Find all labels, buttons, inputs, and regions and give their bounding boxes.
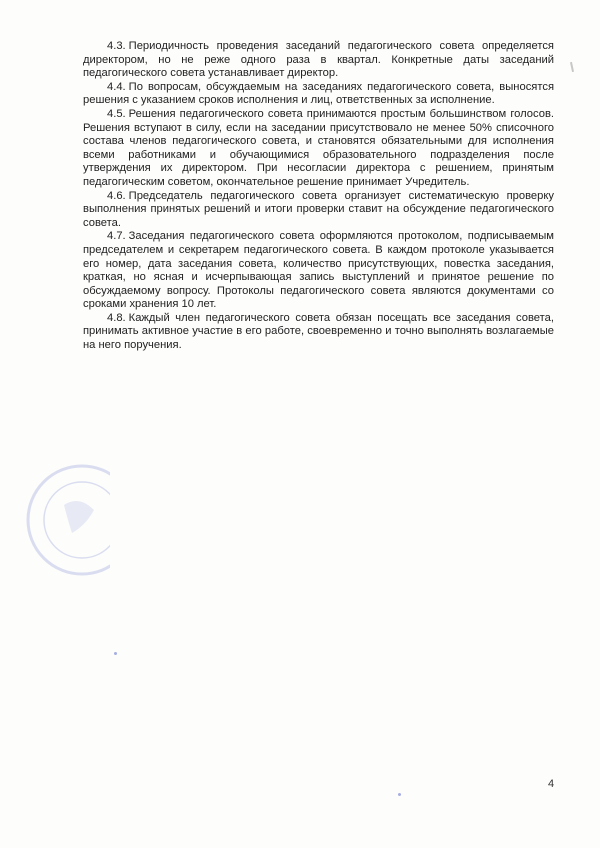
paragraph-number: 4.7.: [107, 230, 126, 243]
paragraph-text: Решения педагогического совета принимаются простым большинством голосов. Решения вступают в силу, если на заседании присутствовало не менее 50% списочного состава членов педагогического совета, и становятся обязательными для исполнения всеми работниками и обучающимися образовательного подразделения после утверждения их директором. При несогласии директора с решением, принятым педагогическим советом, окончательное решение принимает Учредитель.: [83, 107, 554, 188]
scan-mark: [570, 62, 574, 72]
paragraph-number: 4.8.: [107, 311, 126, 324]
paragraph-4-7: [83, 230, 554, 312]
paragraph-number: 4.6.: [107, 189, 126, 202]
paragraph-text: Периодичность проведения заседаний педагогического совета определяется директором, но не реже одного раза в квартал. Конкретные даты заседаний педагогического совета устанавливает директор.: [83, 40, 554, 80]
ink-speck: [114, 652, 117, 655]
paragraph-text: Заседания педагогического совета оформляются протоколом, подписываемым председателем и секретарем педагогического совета. В каждом протоколе указывается его номер, дата заседания совета, количество присутствующих, повестка заседания, краткая, но ясная и исчерпывающая запись выступлений и принятое решение по обсуждаемому вопросу. Протоколы педагогического совета являются документами со сроками хранения 10 лет.: [83, 230, 554, 311]
paragraph-text: Каждый член педагогического совета обязан посещать все заседания совета, принимать активное участие в его работе, своевременно и точно выполнять возлагаемые на него поручения.: [83, 311, 554, 352]
paragraph-4-5: [83, 108, 554, 190]
paragraph-4-4: [83, 81, 554, 108]
paragraph-number: 4.5.: [107, 107, 126, 120]
document-body: [83, 40, 554, 353]
ink-speck: [398, 793, 401, 796]
paragraph-4-8: [83, 312, 554, 353]
paragraph-number: 4.4.: [107, 80, 126, 93]
paragraph-4-6: [83, 190, 554, 231]
paragraph-text: По вопросам, обсуждаемым на заседаниях педагогического совета, выносятся решения с указанием сроков исполнения и лиц, ответственных за исполнение.: [83, 80, 554, 107]
paragraph-text: Председатель педагогического совета организует систематическую проверку выполнения принятых решений и итоги проверки ставит на обсуждение педагогического совета.: [83, 189, 554, 229]
paragraph-number: 4.3.: [107, 40, 126, 52]
stamp-seal-icon: [24, 455, 110, 585]
page-number: 4: [548, 778, 555, 790]
paragraph-4-3: [83, 40, 554, 81]
